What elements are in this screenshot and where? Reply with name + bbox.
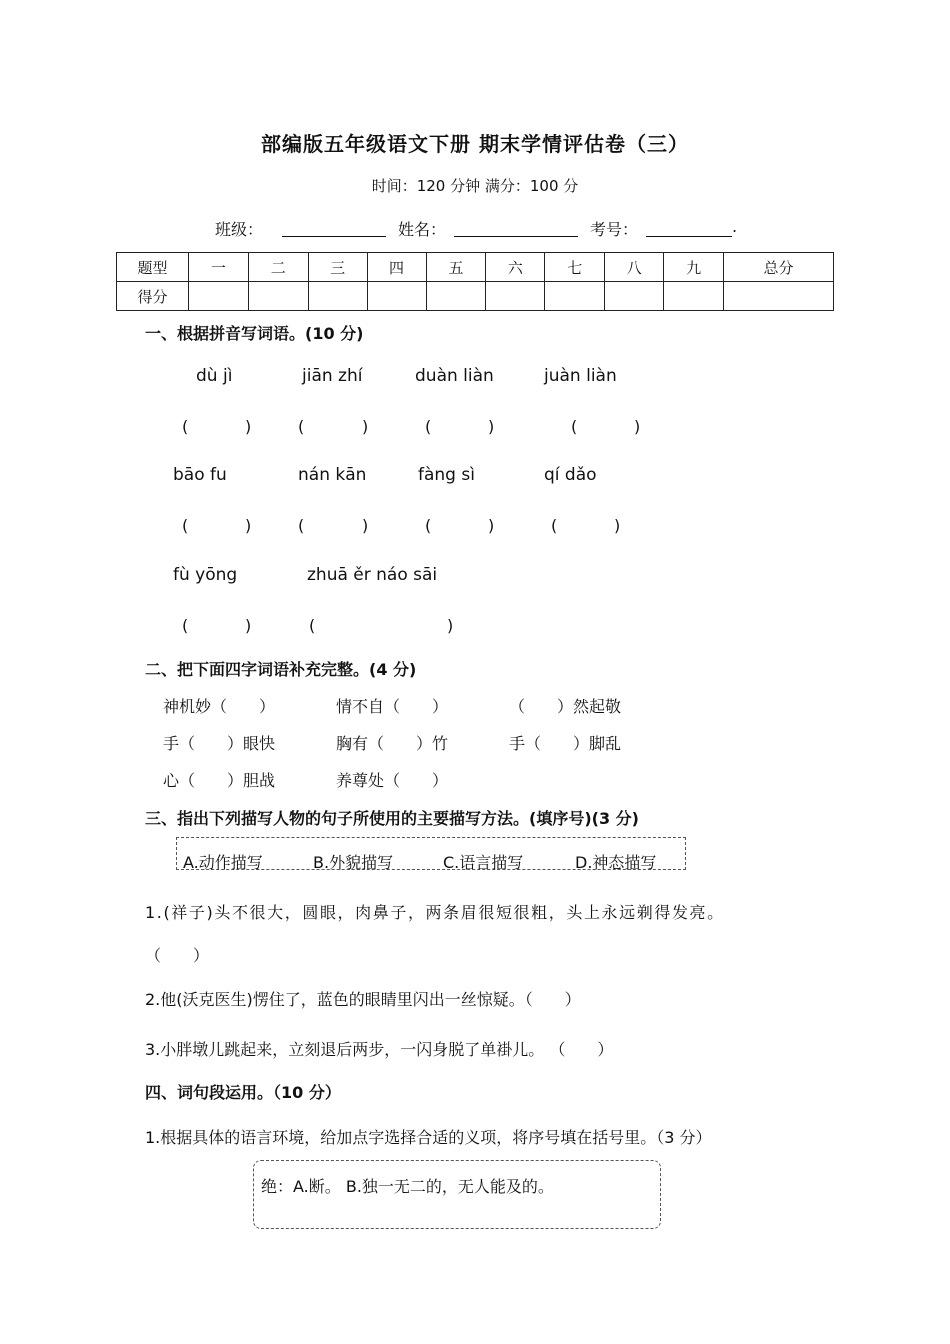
table-cell: 总分 (724, 253, 834, 282)
score-table-header-row (117, 253, 834, 282)
pinyin-item: bāo fu (173, 465, 227, 485)
answer-paren[interactable]: （ ） (145, 946, 210, 965)
answer-paren-right: ) (362, 516, 369, 535)
score-cell[interactable] (724, 282, 834, 311)
score-cell[interactable] (248, 282, 308, 311)
answer-paren-right: ) (245, 417, 252, 436)
definition-text: 绝：A.断。 B.独一无二的，无人能及的。 (261, 1177, 554, 1196)
idiom-item: 心（ ）胆战 (163, 771, 276, 790)
name-label: 姓名： (398, 220, 447, 239)
question-3-2: 2.他(沃克医生)愣住了，蓝色的眼睛里闪出一丝惊疑。（ ） (145, 990, 581, 1009)
option-a: A.动作描写 (183, 853, 263, 872)
pinyin-item: duàn liàn (415, 366, 494, 386)
time-line: 时间：120 分钟 满分：100 分 (371, 177, 579, 195)
idiom-item: 手（ ）眼快 (163, 734, 276, 753)
score-cell[interactable] (486, 282, 545, 311)
section3-title: 三、指出下列描写人物的句子所使用的主要描写方法。(填序号)(3 分) (145, 809, 639, 828)
table-cell: 一 (188, 253, 248, 282)
answer-paren-right: ) (362, 417, 369, 436)
table-cell: 得分 (117, 282, 189, 311)
class-label: 班级： (215, 220, 264, 239)
answer-paren-right: ) (488, 516, 495, 535)
question-3-3: 3.小胖墩儿跳起来，立刻退后两步，一闪身脱了单褂儿。 （ ） (145, 1040, 614, 1059)
table-cell: 题型 (117, 253, 189, 282)
answer-paren-left: ( (298, 516, 305, 535)
exam-no-blank[interactable] (646, 218, 732, 237)
answer-paren-left: ( (309, 616, 316, 635)
table-cell: 九 (664, 253, 724, 282)
score-table (116, 252, 834, 311)
pinyin-item: zhuā ěr náo sāi (307, 565, 438, 585)
name-blank[interactable] (454, 218, 578, 237)
question-4-1: 1.根据具体的语言环境，给加点字选择合适的义项，将序号填在括号里。（3 分） (145, 1128, 712, 1147)
table-cell: 三 (308, 253, 367, 282)
answer-paren-left: ( (425, 516, 432, 535)
idiom-item: （ ）然起敬 (509, 697, 622, 716)
section2-title: 二、把下面四字词语补充完整。(4 分) (145, 660, 417, 679)
pinyin-item: nán kān (298, 465, 367, 485)
exam-no-end: . (732, 217, 738, 236)
section1-title: 一、根据拼音写词语。(10 分) (145, 324, 364, 343)
table-cell: 四 (367, 253, 426, 282)
class-blank[interactable] (282, 218, 386, 237)
answer-paren-left: ( (182, 516, 189, 535)
table-cell: 二 (248, 253, 308, 282)
score-cell[interactable] (605, 282, 664, 311)
score-cell[interactable] (188, 282, 248, 311)
idiom-item: 神机妙（ ） (163, 697, 276, 716)
option-b: B.外貌描写 (313, 853, 394, 872)
idiom-item: 手（ ）脚乱 (509, 734, 622, 753)
answer-paren-right: ) (245, 616, 252, 635)
answer-paren-left: ( (182, 616, 189, 635)
score-table-score-row (117, 282, 834, 311)
score-cell[interactable] (545, 282, 605, 311)
page-title: 部编版五年级语文下册 期末学情评估卷（三） (261, 132, 689, 156)
pinyin-item: dù jì (196, 366, 233, 386)
exam-no-label: 考号： (590, 220, 639, 239)
pinyin-item: juàn liàn (544, 366, 617, 386)
answer-paren-right: ) (245, 516, 252, 535)
answer-paren-right: ) (447, 616, 454, 635)
score-cell[interactable] (367, 282, 426, 311)
answer-paren-left: ( (551, 516, 558, 535)
answer-paren-right: ) (614, 516, 621, 535)
table-cell: 五 (426, 253, 486, 282)
idiom-item: 养尊处（ ） (336, 771, 449, 790)
option-c: C.语言描写 (443, 853, 524, 872)
answer-paren-left: ( (571, 417, 578, 436)
answer-paren-left: ( (425, 417, 432, 436)
answer-paren-left: ( (182, 417, 189, 436)
pinyin-item: jiān zhí (302, 366, 363, 386)
answer-paren-left: ( (298, 417, 305, 436)
score-cell[interactable] (308, 282, 367, 311)
idiom-item: 胸有（ ）竹 (336, 734, 449, 753)
idiom-item: 情不自（ ） (336, 697, 449, 716)
score-cell[interactable] (664, 282, 724, 311)
table-cell: 六 (486, 253, 545, 282)
table-cell: 七 (545, 253, 605, 282)
pinyin-item: fàng sì (418, 465, 475, 485)
option-d: D.神态描写 (575, 853, 657, 872)
pinyin-item: qí dǎo (544, 465, 597, 485)
pinyin-item: fù yōng (173, 565, 238, 585)
section4-title: 四、词句段运用。（10 分） (145, 1083, 341, 1102)
table-cell: 八 (605, 253, 664, 282)
question-3-1: 1.(祥子)头不很大，圆眼，肉鼻子，两条眉很短很粗，头上永远剃得发亮。 (145, 903, 725, 922)
answer-paren-right: ) (488, 417, 495, 436)
score-cell[interactable] (426, 282, 486, 311)
answer-paren-right: ) (634, 417, 641, 436)
